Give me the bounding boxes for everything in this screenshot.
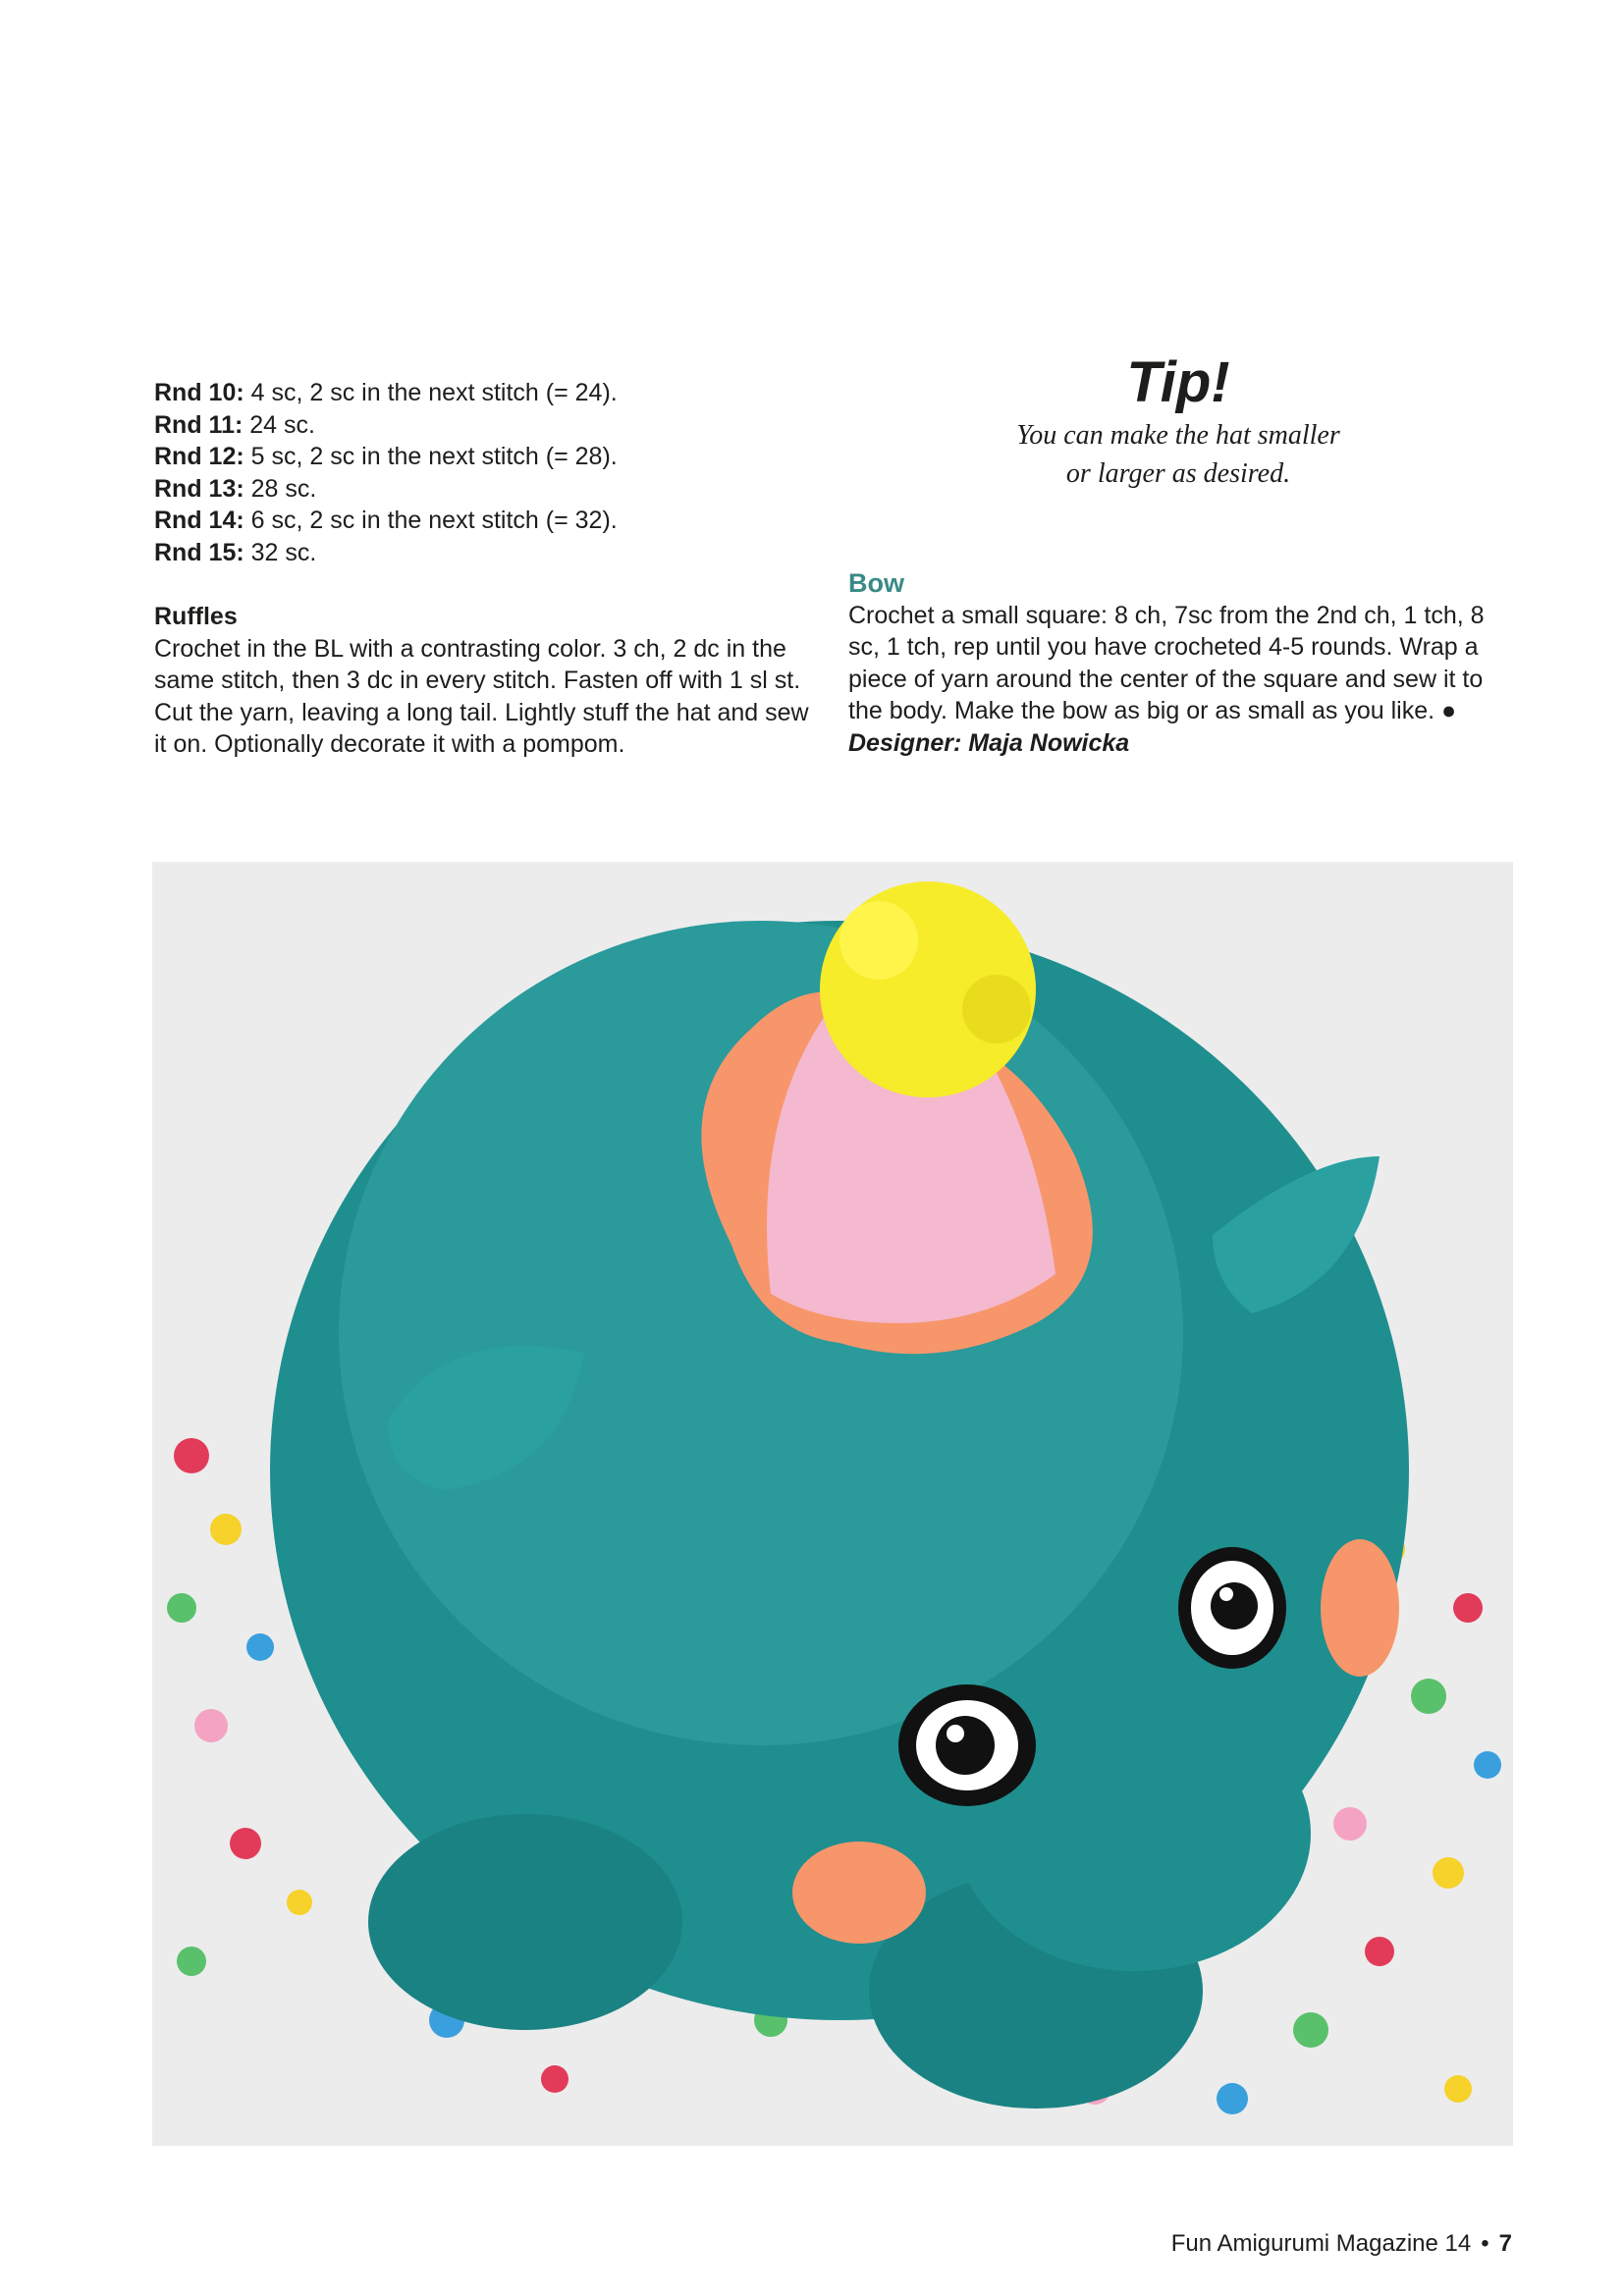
bow-instructions: Crochet a small square: 8 ch, 7sc from the 2nd ch, 1 tch, 8 sc, 1 tch, rep until you have crocheted 4-5 rounds. Wrap a piece of yarn around the center of the square and sew it to the body. Make the bow as big or as small as you like. ●: [848, 601, 1485, 724]
bow-section: [848, 567, 1516, 759]
tip-text: You can make the hat smaller or larger as desired.: [1016, 420, 1340, 489]
round-label: Rnd 15:: [154, 538, 244, 566]
page-number: 7: [1498, 2230, 1512, 2257]
round-label: Rnd 14:: [154, 507, 244, 534]
round-text: 32 sc.: [244, 538, 317, 566]
round-10: [154, 377, 822, 409]
eye-left: [898, 1684, 1036, 1806]
round-11: [154, 409, 822, 442]
round-label: Rnd 10:: [154, 379, 244, 406]
round-text: 4 sc, 2 sc in the next stitch (= 24).: [244, 379, 618, 406]
ruffles-heading: Ruffles: [154, 603, 238, 630]
tip-box: [884, 349, 1473, 493]
ruffles-instructions: Crochet in the BL with a contrasting color. 3 ch, 2 dc in the same stitch, then 3 dc in every stitch. Fasten off with 1 sl st. Cut the yarn, leaving a long tail. Lightly stuff the hat and sew it on. Optionally decorate it with a pompom.: [154, 634, 809, 758]
round-label: Rnd 11:: [154, 410, 244, 439]
round-text: 28 sc.: [244, 474, 317, 503]
round-text: 5 sc, 2 sc in the next stitch (= 28).: [244, 443, 618, 470]
round-13: [154, 473, 822, 506]
amigurumi-photo: [152, 862, 1513, 2146]
round-15: [154, 537, 822, 569]
round-12: [154, 441, 822, 473]
round-text: 6 sc, 2 sc in the next stitch (= 32).: [244, 507, 618, 534]
round-text: 24 sc.: [243, 410, 315, 439]
magazine-name: Fun Amigurumi Magazine 14: [1170, 2230, 1472, 2257]
bow-heading: Bow: [848, 568, 904, 598]
round-14: [154, 505, 822, 537]
designer-credit: Designer: Maja Nowicka: [848, 728, 1130, 757]
footer-separator: •: [1481, 2230, 1489, 2257]
tip-title: Tip!: [1126, 350, 1230, 414]
pompom: [820, 881, 1036, 1097]
page-footer: [1171, 2230, 1512, 2258]
left-column: [154, 377, 822, 761]
round-label: Rnd 13:: [154, 474, 244, 503]
eye-right: [1178, 1547, 1286, 1669]
elephant-toy-illustration: [152, 862, 1513, 2146]
round-label: Rnd 12:: [154, 443, 244, 470]
